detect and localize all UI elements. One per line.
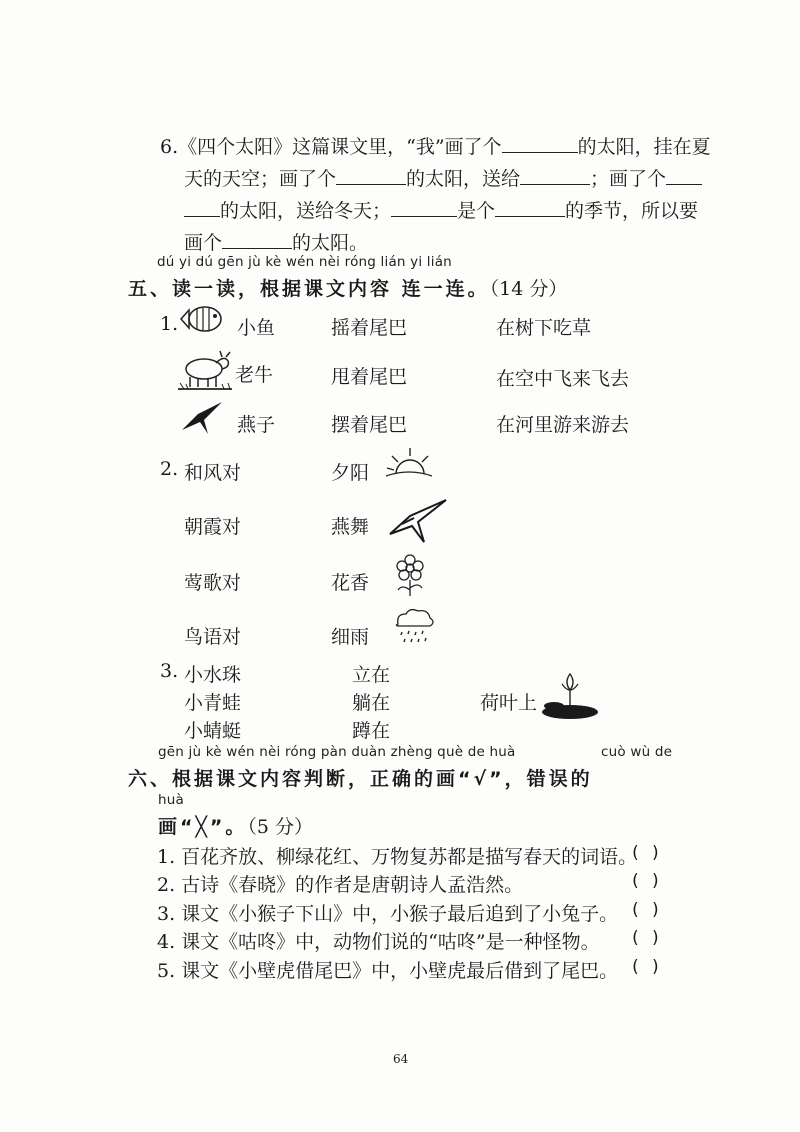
- answer-blank[interactable]: [184, 197, 220, 217]
- answer-blank[interactable]: [520, 165, 590, 185]
- pair-right-3[interactable]: 花香: [331, 572, 370, 594]
- rain-cloud-icon: [392, 606, 436, 646]
- q6-text: 6.《四个太阳》这篇课文里，“我”画了个: [160, 136, 502, 158]
- lotus-leaf-label[interactable]: 荷叶上: [480, 692, 538, 714]
- pair-right-4[interactable]: 细雨: [331, 626, 370, 648]
- q6-line-1: [160, 132, 711, 159]
- q3-number: 3.: [160, 660, 179, 682]
- section6-heading: 六、根据课文内容判断，正确的画“√”，错误的: [128, 768, 593, 790]
- section6-heading-2: [158, 812, 313, 839]
- section6-pinyin: gēn jù kè wén nèi róng pàn duàn zhèng què de huà: [158, 744, 516, 760]
- section5-pinyin: dú yi dú gēn jù kè wén nèi róng lián yi lián: [157, 254, 452, 270]
- pair-left-2[interactable]: 朝霞对: [184, 516, 242, 538]
- answer-paren[interactable]: ( ): [630, 871, 661, 891]
- q6-text: 画个: [184, 232, 223, 254]
- lotus-icon: [540, 668, 602, 724]
- animal-ox[interactable]: 老牛: [235, 364, 274, 386]
- pair-left-1[interactable]: 和风对: [184, 462, 242, 484]
- swallow-icon: [178, 400, 226, 436]
- answer-blank[interactable]: [336, 165, 406, 185]
- answer-blank[interactable]: [495, 197, 565, 217]
- answer-paren[interactable]: ( ): [630, 843, 661, 863]
- section5-score: （14 分）: [489, 278, 568, 300]
- q6-text: 天的天空；画了个: [184, 168, 337, 190]
- pair-right-2[interactable]: 燕舞: [331, 516, 370, 538]
- q6-line-2: [184, 164, 702, 191]
- place-2[interactable]: 在空中飞来飞去: [496, 368, 630, 390]
- animal-fish[interactable]: 小鱼: [237, 317, 276, 339]
- place-3[interactable]: 在河里游来游去: [496, 414, 630, 436]
- judge-item-3: 3. 课文《小猴子下山》中，小猴子最后追到了小兔子。: [157, 903, 619, 925]
- answer-paren[interactable]: ( ): [630, 957, 661, 977]
- sunset-icon: [384, 444, 434, 480]
- judge-item-4: 4. 课文《咕咚》中，动物们说的“咕咚”是一种怪物。: [157, 931, 600, 953]
- judge-item-2: 2. 古诗《春晓》的作者是唐朝诗人孟浩然。: [157, 874, 524, 896]
- ox-icon: [176, 347, 234, 391]
- place-1[interactable]: 在树下吃草: [496, 317, 592, 339]
- posture-2[interactable]: 躺在: [352, 692, 391, 714]
- animal-swallow[interactable]: 燕子: [237, 414, 276, 436]
- q6-text: 的太阳，送给: [406, 168, 521, 190]
- fish-icon: [178, 304, 224, 334]
- q1-number: 1.: [160, 313, 179, 335]
- q6-text: 的太阳，挂在夏: [577, 136, 711, 158]
- answer-blank[interactable]: [666, 165, 702, 185]
- action-1[interactable]: 摇着尾巴: [331, 317, 408, 339]
- page-number: 64: [393, 1052, 409, 1066]
- pair-left-4[interactable]: 鸟语对: [184, 626, 242, 648]
- answer-paren[interactable]: ( ): [630, 900, 661, 920]
- creature-1[interactable]: 小水珠: [184, 664, 242, 686]
- swallow-dance-icon: [384, 496, 450, 544]
- judge-item-1: 1. 百花齐放、柳绿花红、万物复苏都是描写春天的词语。: [157, 846, 638, 868]
- q6-text: 的太阳。: [292, 232, 369, 254]
- pair-left-3[interactable]: 莺歌对: [184, 572, 242, 594]
- answer-paren[interactable]: ( ): [630, 928, 661, 948]
- q6-text: ；画了个: [590, 168, 667, 190]
- pair-right-1[interactable]: 夕阳: [331, 462, 370, 484]
- section6-pinyin-c: huà: [158, 792, 184, 808]
- answer-blank[interactable]: [502, 133, 578, 153]
- section5-title: 五、读一读，根据课文内容 连一连。: [128, 278, 490, 300]
- q6-text: 的季节，所以要: [565, 200, 699, 222]
- judge-item-5: 5. 课文《小壁虎借尾巴》中，小壁虎最后借到了尾巴。: [157, 960, 619, 982]
- action-3[interactable]: 摆着尾巴: [331, 414, 408, 436]
- q2-number: 2.: [160, 458, 179, 480]
- q6-text: 的太阳，送给冬天；: [220, 200, 392, 222]
- creature-3[interactable]: 小蜻蜓: [184, 720, 242, 742]
- answer-blank[interactable]: [391, 197, 457, 217]
- section6-score: （5 分）: [247, 816, 314, 838]
- section6-title-cont: 画“╳”。: [158, 816, 248, 838]
- q6-text: 是个: [457, 200, 496, 222]
- section6-pinyin-b: cuò wù de: [601, 744, 673, 760]
- q6-line-4: [184, 228, 368, 255]
- q6-line-3: [184, 196, 698, 223]
- answer-blank[interactable]: [222, 229, 292, 249]
- section5-heading: [128, 274, 567, 301]
- posture-3[interactable]: 蹲在: [352, 720, 391, 742]
- posture-1[interactable]: 立在: [352, 664, 391, 686]
- action-2[interactable]: 甩着尾巴: [331, 366, 408, 388]
- flower-icon: [390, 554, 430, 598]
- creature-2[interactable]: 小青蛙: [184, 692, 242, 714]
